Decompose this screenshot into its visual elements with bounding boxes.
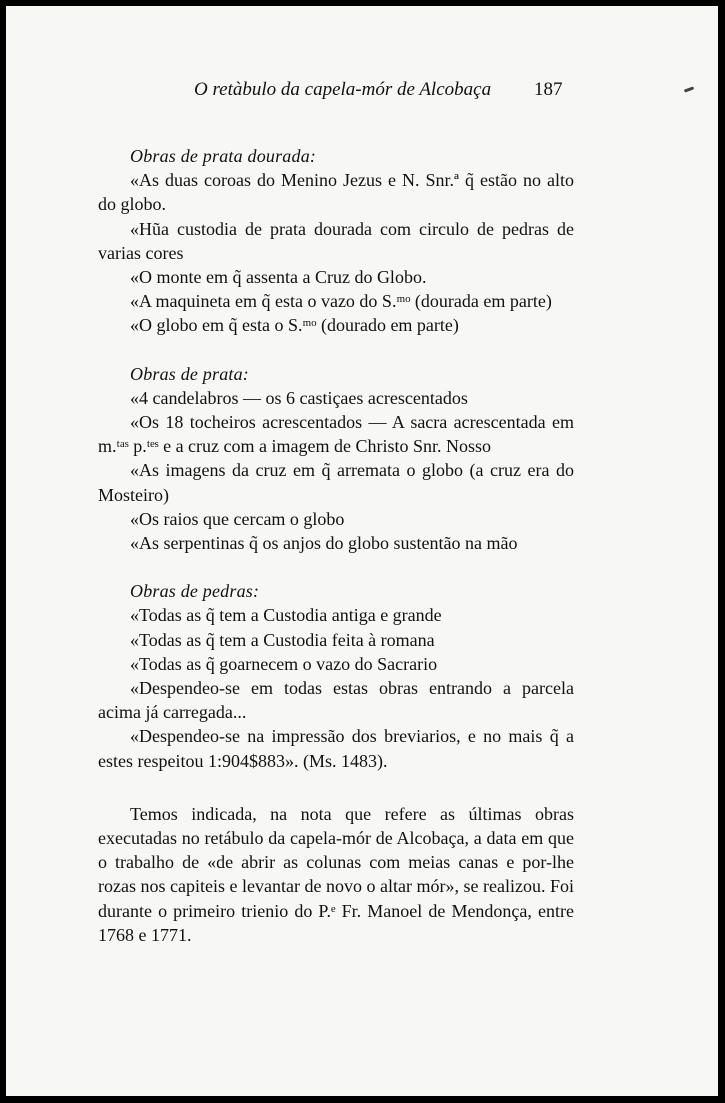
running-title: O retàbulo da capela-mór de Alcobaça bbox=[194, 79, 492, 100]
list-item: «4 candelabros — os 6 castiçaes acrescentados bbox=[130, 387, 468, 408]
body-text bbox=[98, 144, 574, 947]
list-item: «Despendeo-se na impressão dos breviarios, e no mais q̃ a estes respeitou 1:904$883». (Ms. 1483). bbox=[98, 726, 574, 771]
list-item: «Despendeo-se em todas estas obras entrando a parcela acima já carregada... bbox=[98, 678, 574, 723]
page-header bbox=[6, 79, 718, 109]
list-item: «Hũa custodia de prata dourada com circulo de pedras de varias cores bbox=[98, 218, 574, 263]
list-item: «As imagens da cruz em q̃ arremata o globo (a cruz era do Mosteiro) bbox=[98, 460, 574, 505]
section-heading-prata-dourada: Obras de prata dourada: bbox=[130, 146, 317, 166]
section-spacer bbox=[98, 555, 574, 579]
list-item: «A maquineta em q̃ esta o vazo do S.ᵐᵒ (dourada em parte) bbox=[130, 291, 552, 312]
page-number: 187 bbox=[534, 79, 563, 100]
list-item: «O monte em q̃ assenta a Cruz do Globo. bbox=[130, 267, 427, 288]
list-item: «As duas coroas do Menino Jezus e N. Snr.ª q̃ estão no alto do globo. bbox=[98, 170, 574, 215]
closing-paragraph: Temos indicada, na nota que refere as últimas obras executadas no retábulo da capela-mór de Alcobaça, a data em que o trabalho de «de abrir as colunas com meias canas e por-lhe rozas nos capiteis e levantar de novo o altar mór», se realizou. Foi durante o primeiro trienio do P.ᵉ Fr. Manoel de Mendonça, entre 1768 e 1771. bbox=[98, 803, 574, 945]
list-item: «O globo em q̃ esta o S.ᵐᵒ (dourado em parte) bbox=[130, 315, 459, 336]
book-page bbox=[6, 6, 718, 1096]
section-spacer bbox=[98, 773, 574, 802]
section-spacer bbox=[98, 338, 574, 362]
list-item: «Todas as q̃ tem a Custodia feita à romana bbox=[130, 629, 435, 650]
list-item: «Todas as q̃ goarnecem o vazo do Sacrario bbox=[130, 653, 438, 674]
list-item: «Os raios que cercam o globo bbox=[130, 508, 345, 529]
list-item: «As serpentinas q̃ os anjos do globo sustentão na mão bbox=[130, 533, 518, 554]
section-heading-prata: Obras de prata: bbox=[130, 363, 249, 384]
list-item: «Os 18 tocheiros acrescentados — A sacra acrescentada em m.ᵗᵃˢ p.ᵗᵉˢ e a cruz com a imagem de Christo Snr. Nosso bbox=[98, 412, 574, 457]
list-item: «Todas as q̃ tem a Custodia antiga e grande bbox=[130, 605, 442, 626]
section-heading-pedras: Obras de pedras: bbox=[130, 581, 260, 602]
